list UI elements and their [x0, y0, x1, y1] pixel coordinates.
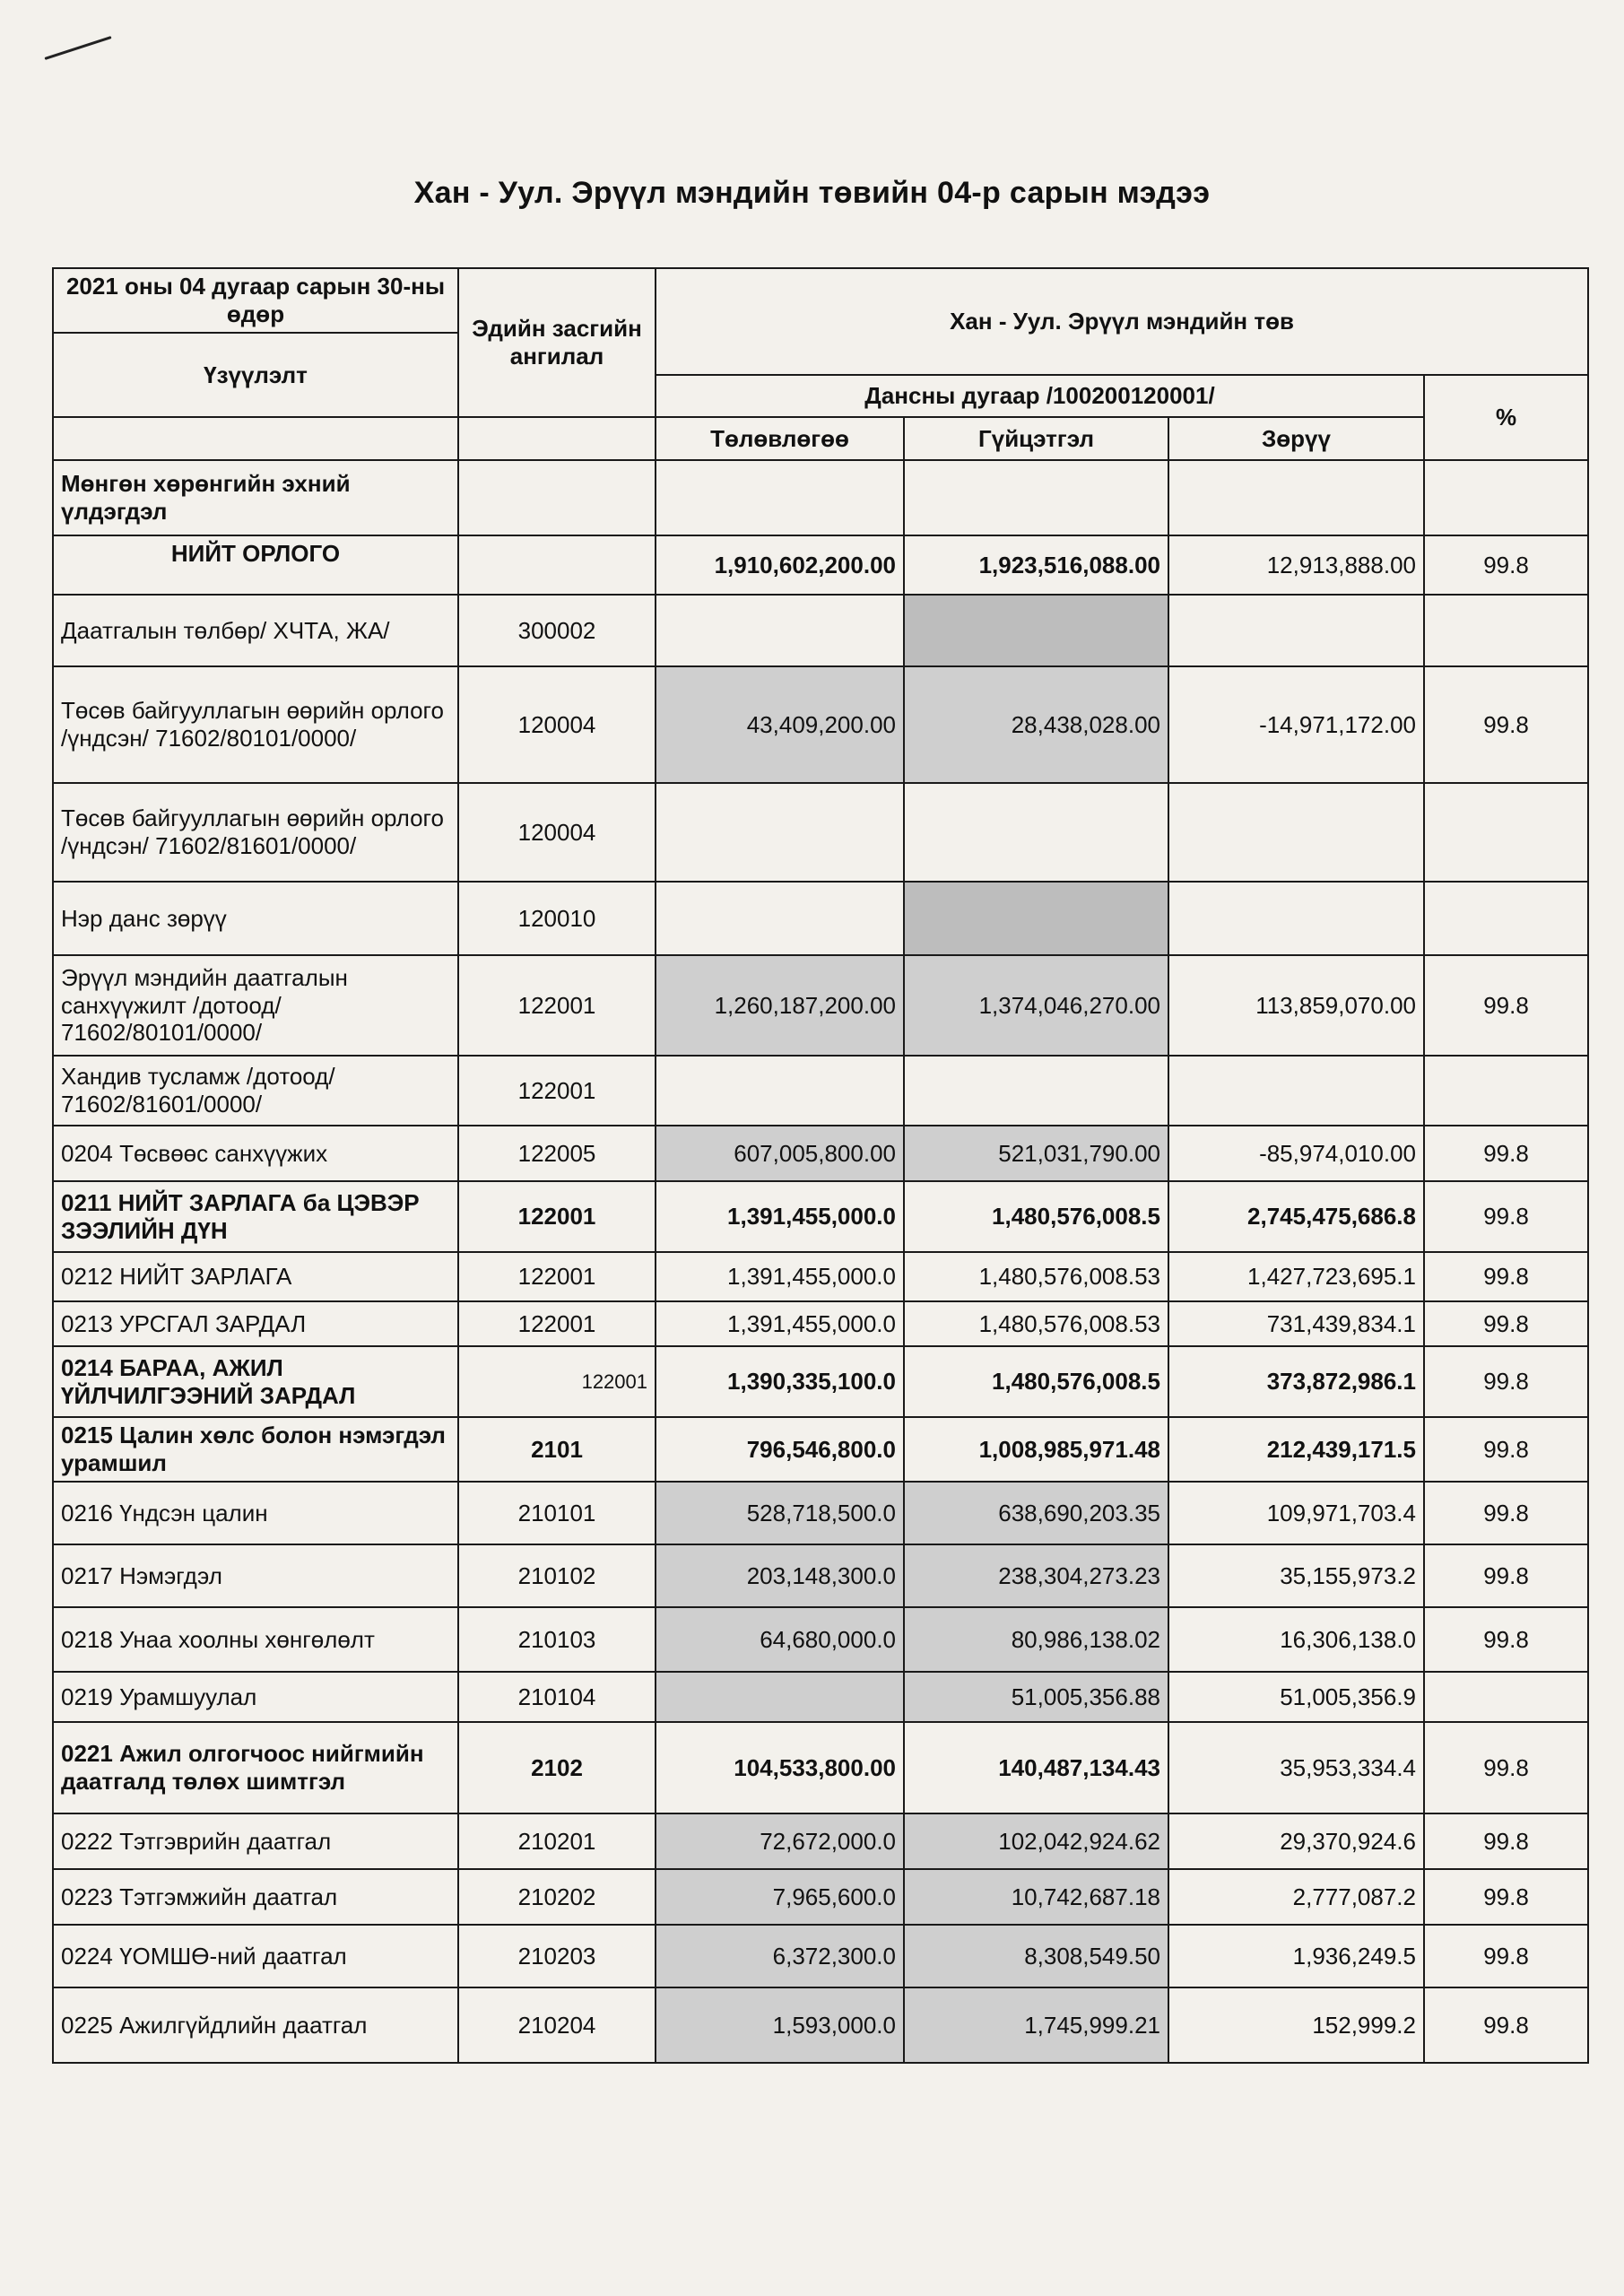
- row-plan: 1,390,335,100.0: [656, 1346, 904, 1417]
- row-diff: 2,777,087.2: [1168, 1869, 1424, 1925]
- header-org: Хан - Уул. Эрүүл мэндийн төв: [656, 268, 1588, 375]
- row-actual: 1,745,999.21: [904, 1987, 1168, 2063]
- row-actual: 1,374,046,270.00: [904, 955, 1168, 1056]
- row-plan: 64,680,000.0: [656, 1607, 904, 1672]
- row-plan: 607,005,800.00: [656, 1126, 904, 1181]
- row-name: Төсөв байгууллагын өөрийн орлого /үндсэн/ 71602/81601/0000/: [53, 783, 458, 882]
- row-code: 2102: [458, 1722, 656, 1813]
- row-name: НИЙТ ОРЛОГО: [53, 535, 458, 595]
- row-name: 0221 Ажил олгогчоос нийгмийн даатгалд төлөх шимтгэл: [53, 1722, 458, 1813]
- row-pct: 99.8: [1424, 666, 1588, 783]
- row-actual: 10,742,687.18: [904, 1869, 1168, 1925]
- row-diff: 2,745,475,686.8: [1168, 1181, 1424, 1252]
- row-code: 210204: [458, 1987, 656, 2063]
- row-plan: [656, 1672, 904, 1722]
- table-row: [53, 1301, 1588, 1346]
- row-actual: [904, 783, 1168, 882]
- row-name: 0204 Төсвөөс санхүүжих: [53, 1126, 458, 1181]
- row-name: 0218 Унаа хоолны хөнгөлөлт: [53, 1607, 458, 1672]
- row-actual: 140,487,134.43: [904, 1722, 1168, 1813]
- row-name: 0225 Ажилгүйдлийн даатгал: [53, 1987, 458, 2063]
- row-name: Нэр данс зөрүү: [53, 882, 458, 955]
- row-pct: 99.8: [1424, 1607, 1588, 1672]
- row-code: 122001: [458, 955, 656, 1056]
- table-row: [53, 882, 1588, 955]
- row-name: 0222 Тэтгэврийн даатгал: [53, 1813, 458, 1869]
- row-actual: 521,031,790.00: [904, 1126, 1168, 1181]
- row-plan: 203,148,300.0: [656, 1544, 904, 1607]
- row-pct: 99.8: [1424, 1346, 1588, 1417]
- row-actual: [904, 882, 1168, 955]
- row-name: 0217 Нэмэгдэл: [53, 1544, 458, 1607]
- header-date: 2021 оны 04 дугаар сарын 30-ны өдөр: [53, 268, 458, 333]
- row-actual: 638,690,203.35: [904, 1482, 1168, 1544]
- row-actual: 80,986,138.02: [904, 1607, 1168, 1672]
- row-actual: 1,480,576,008.5: [904, 1181, 1168, 1252]
- header-actual: Гүйцэтгэл: [904, 417, 1168, 460]
- row-diff: 12,913,888.00: [1168, 535, 1424, 595]
- row-diff: [1168, 882, 1424, 955]
- row-code: 122001: [458, 1056, 656, 1126]
- pen-mark: [44, 36, 111, 60]
- table-row: [53, 1813, 1588, 1869]
- row-plan: [656, 595, 904, 666]
- row-code: 210104: [458, 1672, 656, 1722]
- table-row: [53, 1482, 1588, 1544]
- row-actual: 28,438,028.00: [904, 666, 1168, 783]
- row-name: 0214 БАРАА, АЖИЛ ҮЙЛЧИЛГЭЭНИЙ ЗАРДАЛ: [53, 1346, 458, 1417]
- row-pct: 99.8: [1424, 1252, 1588, 1301]
- row-actual: 1,480,576,008.5: [904, 1346, 1168, 1417]
- table-row: [53, 1252, 1588, 1301]
- table-row: [53, 1181, 1588, 1252]
- table-row: [53, 1987, 1588, 2063]
- row-pct: [1424, 1672, 1588, 1722]
- row-diff: 373,872,986.1: [1168, 1346, 1424, 1417]
- row-actual: 1,480,576,008.53: [904, 1301, 1168, 1346]
- row-actual: [904, 1056, 1168, 1126]
- row-diff: 35,953,334.4: [1168, 1722, 1424, 1813]
- row-diff: 212,439,171.5: [1168, 1417, 1424, 1482]
- row-pct: [1424, 783, 1588, 882]
- row-plan: 1,391,455,000.0: [656, 1252, 904, 1301]
- row-diff: [1168, 1056, 1424, 1126]
- report-table: [52, 267, 1589, 2064]
- row-pct: [1424, 882, 1588, 955]
- row-name: Мөнгөн хөрөнгийн эхний үлдэгдэл: [53, 460, 458, 535]
- row-pct: 99.8: [1424, 1181, 1588, 1252]
- table-row: [53, 1869, 1588, 1925]
- row-plan: 72,672,000.0: [656, 1813, 904, 1869]
- header-account: Дансны дугаар /100200120001/: [656, 375, 1424, 417]
- header-plan: Төлөвлөгөө: [656, 417, 904, 460]
- row-code: [458, 535, 656, 595]
- row-pct: [1424, 1056, 1588, 1126]
- row-plan: [656, 882, 904, 955]
- row-pct: 99.8: [1424, 1987, 1588, 2063]
- row-name: 0223 Тэтгэмжийн даатгал: [53, 1869, 458, 1925]
- row-actual: 1,008,985,971.48: [904, 1417, 1168, 1482]
- row-diff: 152,999.2: [1168, 1987, 1424, 2063]
- table-row: [53, 1722, 1588, 1813]
- table-row: [53, 595, 1588, 666]
- table-row: [53, 666, 1588, 783]
- row-diff: [1168, 460, 1424, 535]
- row-plan: 1,391,455,000.0: [656, 1181, 904, 1252]
- header-empty-code: [458, 417, 656, 460]
- table-row: [53, 535, 1588, 595]
- row-plan: [656, 460, 904, 535]
- table-row: [53, 1126, 1588, 1181]
- row-diff: 1,427,723,695.1: [1168, 1252, 1424, 1301]
- row-name: 0213 УРСГАЛ ЗАРДАЛ: [53, 1301, 458, 1346]
- table-row: [53, 1672, 1588, 1722]
- row-plan: 1,910,602,200.00: [656, 535, 904, 595]
- row-code: 120004: [458, 666, 656, 783]
- row-name: 0219 Урамшуулал: [53, 1672, 458, 1722]
- row-pct: 99.8: [1424, 1813, 1588, 1869]
- row-code: 122001: [458, 1252, 656, 1301]
- row-diff: 16,306,138.0: [1168, 1607, 1424, 1672]
- row-plan: [656, 1056, 904, 1126]
- row-code: 122001: [458, 1301, 656, 1346]
- row-code: 120010: [458, 882, 656, 955]
- header-classification: Эдийн засгийн ангилал: [458, 268, 656, 417]
- row-code: 210101: [458, 1482, 656, 1544]
- row-plan: 43,409,200.00: [656, 666, 904, 783]
- row-diff: 51,005,356.9: [1168, 1672, 1424, 1722]
- row-diff: 35,155,973.2: [1168, 1544, 1424, 1607]
- row-name: 0215 Цалин хөлс болон нэмэгдэл урамшил: [53, 1417, 458, 1482]
- row-code: 2101: [458, 1417, 656, 1482]
- header-pct: %: [1424, 375, 1588, 460]
- row-plan: 1,260,187,200.00: [656, 955, 904, 1056]
- row-pct: 99.8: [1424, 955, 1588, 1056]
- row-actual: 8,308,549.50: [904, 1925, 1168, 1987]
- row-diff: 109,971,703.4: [1168, 1482, 1424, 1544]
- table-row: [53, 1417, 1588, 1482]
- row-code: 120004: [458, 783, 656, 882]
- row-name: Даатгалын төлбөр/ ХЧТА, ЖА/: [53, 595, 458, 666]
- row-pct: 99.8: [1424, 1869, 1588, 1925]
- row-diff: 113,859,070.00: [1168, 955, 1424, 1056]
- row-pct: 99.8: [1424, 1417, 1588, 1482]
- row-plan: 528,718,500.0: [656, 1482, 904, 1544]
- row-plan: [656, 783, 904, 882]
- row-actual: 1,923,516,088.00: [904, 535, 1168, 595]
- row-pct: [1424, 460, 1588, 535]
- row-actual: 1,480,576,008.53: [904, 1252, 1168, 1301]
- row-plan: 7,965,600.0: [656, 1869, 904, 1925]
- row-diff: 1,936,249.5: [1168, 1925, 1424, 1987]
- row-diff: -85,974,010.00: [1168, 1126, 1424, 1181]
- row-code: 122001: [458, 1181, 656, 1252]
- row-code: 210102: [458, 1544, 656, 1607]
- row-plan: 1,593,000.0: [656, 1987, 904, 2063]
- table-row: [53, 955, 1588, 1056]
- row-actual: [904, 595, 1168, 666]
- row-pct: 99.8: [1424, 1301, 1588, 1346]
- row-code: 122005: [458, 1126, 656, 1181]
- row-actual: 238,304,273.23: [904, 1544, 1168, 1607]
- table-row: [53, 783, 1588, 882]
- page-title: Хан - Уул. Эрүүл мэндийн төвийн 04-р сарын мэдээ: [413, 176, 1211, 210]
- row-code: 210201: [458, 1813, 656, 1869]
- row-diff: [1168, 595, 1424, 666]
- header-empty-name: [53, 417, 458, 460]
- row-plan: 6,372,300.0: [656, 1925, 904, 1987]
- row-name: Төсөв байгууллагын өөрийн орлого /үндсэн/ 71602/80101/0000/: [53, 666, 458, 783]
- row-code: 210202: [458, 1869, 656, 1925]
- header-indicator: Үзүүлэлт: [53, 333, 458, 417]
- row-name: 0212 НИЙТ ЗАРЛАГА: [53, 1252, 458, 1301]
- row-code: 122001: [458, 1346, 656, 1417]
- row-name: 0216 Үндсэн цалин: [53, 1482, 458, 1544]
- row-name: 0211 НИЙТ ЗАРЛАГА ба ЦЭВЭР ЗЭЭЛИЙН ДҮН: [53, 1181, 458, 1252]
- row-code: [458, 460, 656, 535]
- row-code: 210203: [458, 1925, 656, 1987]
- table-row: [53, 1056, 1588, 1126]
- header-diff: Зөрүү: [1168, 417, 1424, 460]
- table-row: [53, 1346, 1588, 1417]
- row-code: 210103: [458, 1607, 656, 1672]
- row-diff: 731,439,834.1: [1168, 1301, 1424, 1346]
- row-diff: [1168, 783, 1424, 882]
- table-row: [53, 1607, 1588, 1672]
- row-pct: 99.8: [1424, 1722, 1588, 1813]
- table-row: [53, 1925, 1588, 1987]
- row-pct: 99.8: [1424, 1925, 1588, 1987]
- row-pct: 99.8: [1424, 535, 1588, 595]
- table-row: [53, 460, 1588, 535]
- row-name: Хандив тусламж /дотоод/ 71602/81601/0000/: [53, 1056, 458, 1126]
- row-pct: [1424, 595, 1588, 666]
- row-code: 300002: [458, 595, 656, 666]
- row-pct: 99.8: [1424, 1544, 1588, 1607]
- row-plan: 1,391,455,000.0: [656, 1301, 904, 1346]
- row-actual: [904, 460, 1168, 535]
- row-actual: 51,005,356.88: [904, 1672, 1168, 1722]
- row-actual: 102,042,924.62: [904, 1813, 1168, 1869]
- row-pct: 99.8: [1424, 1482, 1588, 1544]
- row-name: Эрүүл мэндийн даатгалын санхүүжилт /дотоод/ 71602/80101/0000/: [53, 955, 458, 1056]
- row-plan: 104,533,800.00: [656, 1722, 904, 1813]
- row-name: 0224 ҮОМШӨ-ний даатгал: [53, 1925, 458, 1987]
- row-plan: 796,546,800.0: [656, 1417, 904, 1482]
- row-pct: 99.8: [1424, 1126, 1588, 1181]
- row-diff: 29,370,924.6: [1168, 1813, 1424, 1869]
- table-row: [53, 1544, 1588, 1607]
- row-diff: -14,971,172.00: [1168, 666, 1424, 783]
